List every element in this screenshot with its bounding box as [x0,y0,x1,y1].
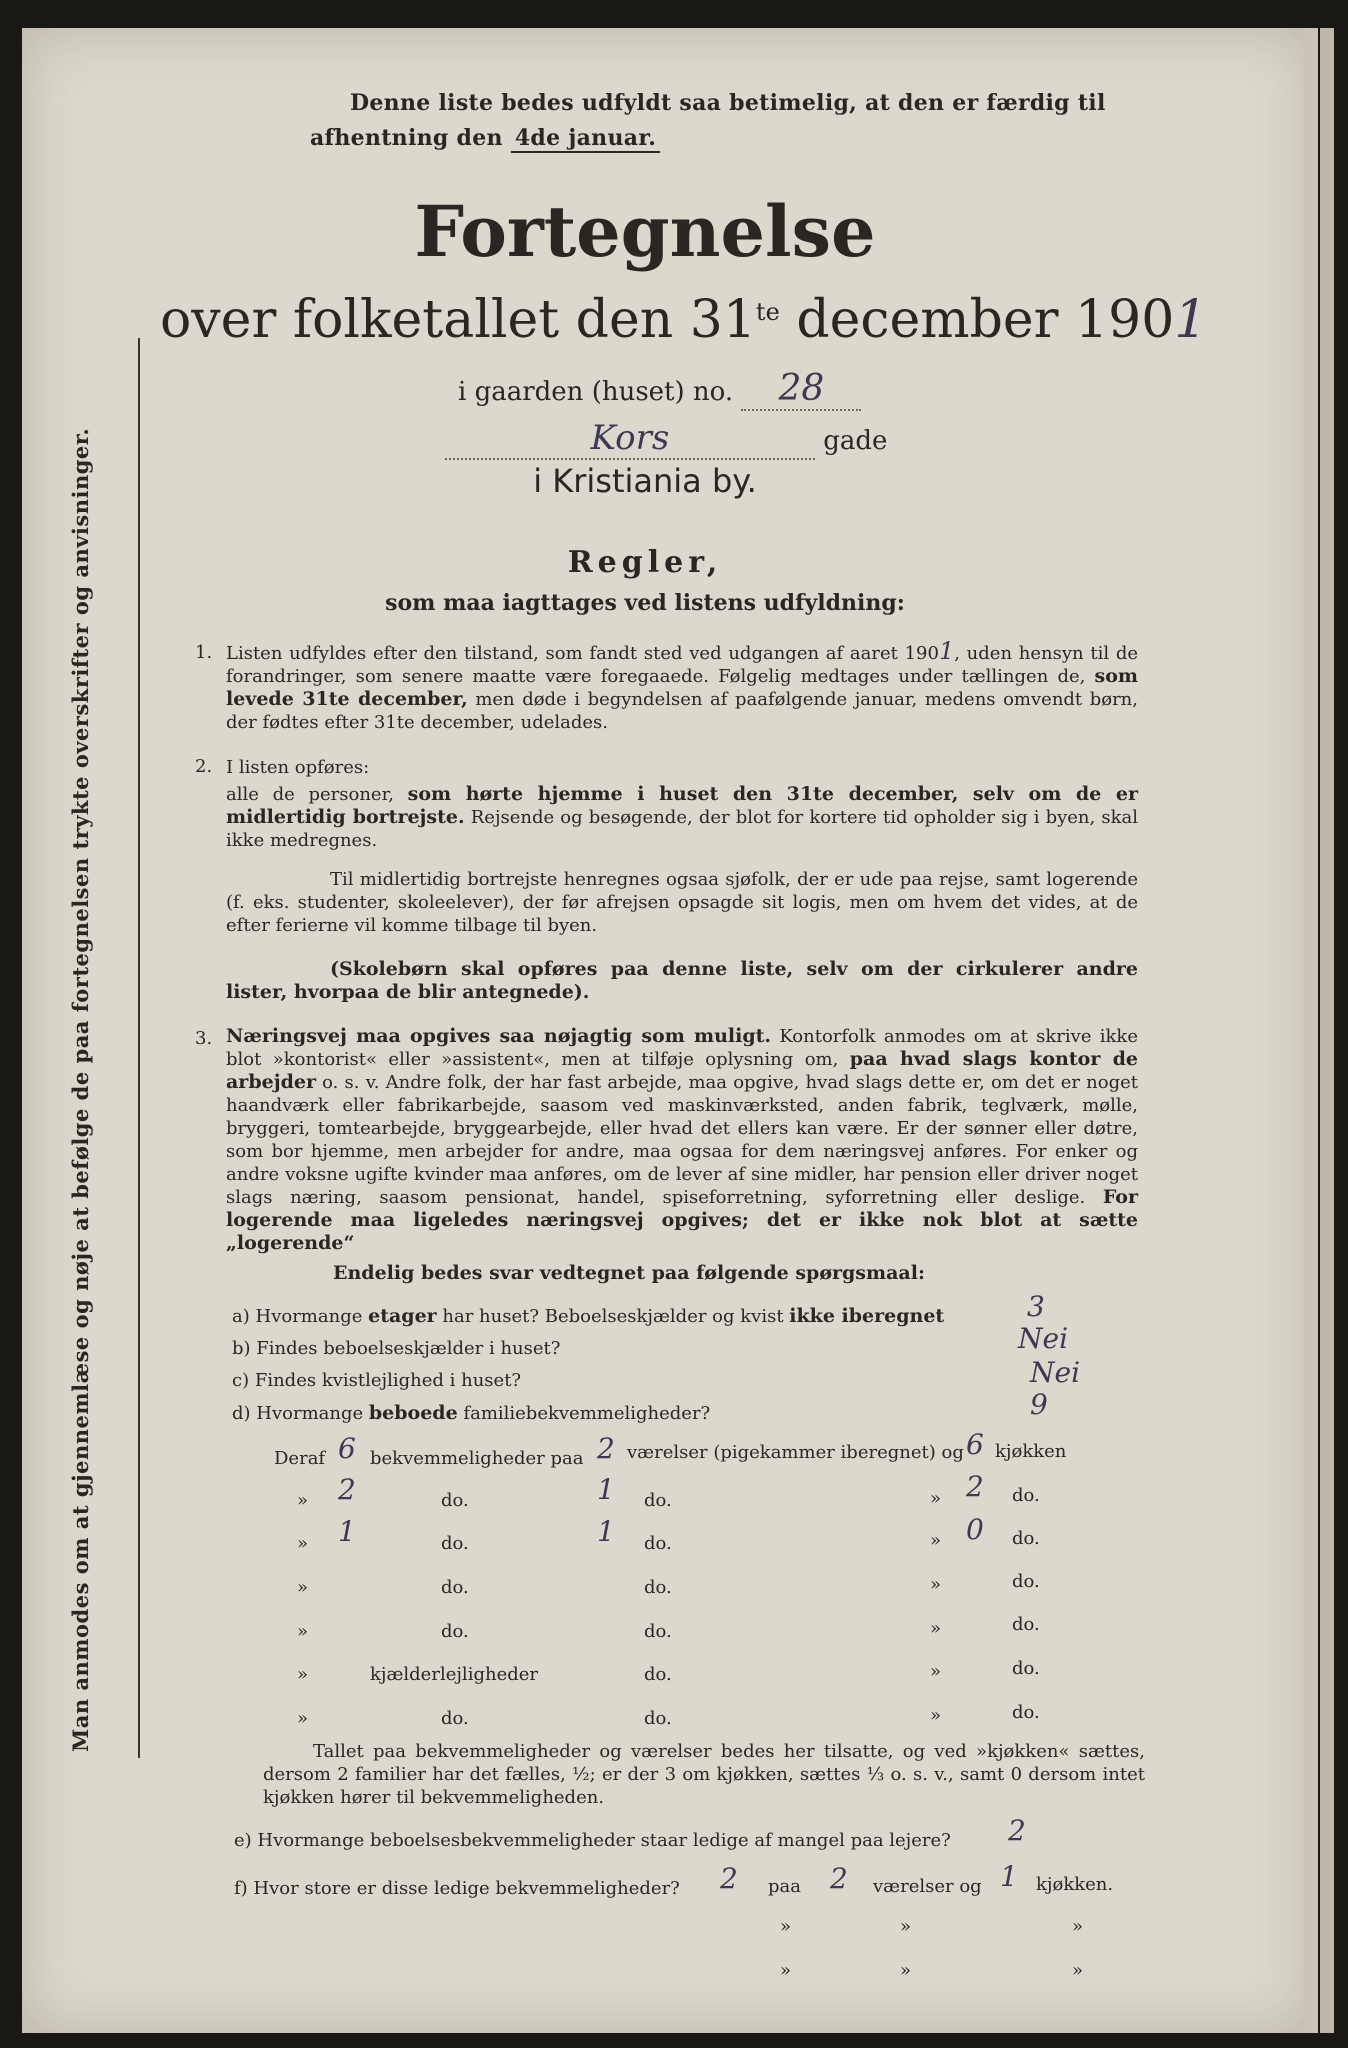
basement-flats-label: kjælderlejligheder [370,1664,538,1685]
row-1-kitchen: 6 [966,1428,984,1461]
ditto-mark: » [297,1621,309,1642]
question-d-text: familiebekvemmeligheder? [463,1403,711,1424]
rule-1-text: men døde i begyndelsen af paafølgende januar, medens omvendt børn, der fødtes efter 31te december, udelades. [226,689,1138,733]
ditto-mark: » [297,1664,309,1685]
pickup-notice [290,86,1106,156]
page-edge [1304,28,1318,2033]
ditto-do: do. [644,1490,672,1511]
deraf-label: Deraf [274,1448,326,1469]
ditto-do: do. [1012,1614,1040,1635]
ditto-do: do. [644,1664,672,1685]
rule-2-text: alle de personer, [226,784,394,805]
rule-1-bold: som levede 31te december, [226,665,1138,710]
question-f-rooms-label: værelser og [873,1876,982,1897]
ditto-do: do. [1012,1658,1040,1679]
street-value: Kors [445,418,815,460]
question-e [234,1830,951,1851]
ditto-mark: » [930,1705,942,1726]
question-e-label: e) [234,1830,252,1851]
ditto-mark: » [930,1488,942,1509]
handwritten-year: 1 [1174,290,1208,350]
ditto-do: do. [1012,1528,1040,1549]
pickup-date: 4de januar. [511,125,660,153]
question-b-text: Findes beboelseskjælder i huset? [256,1338,561,1359]
ditto-do: do. [644,1577,672,1598]
rule-3-bold: Næringsvej maa opgives saa nøjagtig som muligt. [226,1025,772,1047]
rules-heading: Regler, [567,545,723,580]
row-2-count: 2 [338,1473,356,1506]
ditto-do: do. [644,1533,672,1554]
answer-a: 3 [1027,1290,1045,1323]
rule-2-number: 2. [195,756,213,777]
ditto-mark: » [930,1618,942,1639]
rule-1-year: 1 [938,637,955,665]
street-line [445,418,887,460]
question-a-text: har huset? Beboelseskjælder og kvist [442,1306,784,1327]
row-2-rooms: 1 [597,1473,615,1506]
question-a-text: Hvormange [255,1306,363,1327]
side-note: Man anmodes om at gjennemlæse og nøje at befølge de paa fortegnelsen trykte overskrifter og anvisninger. [68,427,93,1752]
ditto-mark: » [930,1530,942,1551]
ditto-do: do. [441,1621,469,1642]
ditto-do: do. [644,1708,672,1729]
rule-2 [226,783,1138,852]
rule-3-text: o. s. v. Andre folk, der har fast arbejde, maa opgive, hvad slags dette er, om det er noget haandværk eller fabrikarbejde, saasom ved maskinværksted, anden fabrik, teglværk, mølle, bryggeri, tomtearbejde, bryggearbejde, eller hvad det ellers kan være. Er der sønner eller døtre, som bor hjemme, men arbejder for andre, maa ogsaa for dem næringsvej anføres. For enker og andre voksne ugifte kvinder maa anføres, om de lever af sine midler, har pension eller driver noget slags næring, saasom pensionat, handel, spiseforretning, syforretning eller deslige. [226,1072,1138,1208]
rule-3-number: 3. [195,1028,213,1049]
question-f-kitchen-label: kjøkken. [1036,1874,1114,1895]
ditto-do: do. [1012,1702,1040,1723]
ditto-mark: » [930,1661,942,1682]
rule-1 [226,637,1138,734]
rule-3 [226,1025,1138,1255]
rule-2-paragraph-3: (Skolebørn skal opføres paa denne liste, selv om der cirkulerer andre lister, hvorpaa de blir antegnede). [226,958,1138,1003]
kitchen-note: Tallet paa bekvemmeligheder og værelser bedes her tilsatte, og ved »kjøkken« sættes, dersom 2 familier har det fælles, ½; er der 3 om kjøkken, sættes ⅓ o. s. v., samt 0 dersom intet kjøkken hører til bekvemmeligheden. [263,1741,1145,1808]
question-c-text: Findes kvistlejlighed i huset? [254,1370,522,1391]
question-d [232,1402,710,1424]
rule-2-intro: I listen opføres: [226,757,370,778]
question-d-label: d) [232,1403,251,1424]
ditto-do: do. [441,1708,469,1729]
row-3-count: 1 [338,1515,356,1548]
question-d-bold: beboede [368,1402,458,1424]
rule-1-text: , uden hensyn til de forandringer, som senere maatte være foregaaede. Følgelig medtages under tællingen de, [226,643,1138,687]
question-c-label: c) [232,1370,250,1391]
subtitle-sup: te [755,298,780,326]
answer-e: 2 [1008,1814,1026,1847]
house-number-line [458,368,861,411]
street-label: gade [823,426,888,456]
question-a [232,1305,944,1327]
question-a-bold: ikke iberegnet [789,1305,945,1327]
ditto-mark: » [297,1708,309,1729]
row-1-rooms: 2 [597,1432,615,1465]
subtitle-text: over folketallet den 31 [160,290,756,350]
form-title: Fortegnelse [414,190,876,273]
notice-line-1: Denne liste bedes udfyldt saa betimelig, at den er færdig til [350,90,1106,116]
row-3-rooms: 1 [597,1515,615,1548]
rule-2-paragraph-2: Til midlertidig bortrejste henregnes ogsaa sjøfolk, der er ude paa rejse, samt logerende (f. eks. studenter, skoleelever), der før afrejsen opsagde sit logis, men om hvem det vides, at de efter ferierne vil komme tilbage til byen. [226,869,1138,936]
answer-d: 9 [1030,1388,1048,1421]
city-line: i Kristiania by. [533,462,757,500]
column-1-label: bekvemmeligheder paa [370,1448,584,1469]
question-f [234,1878,680,1899]
answer-f-count: 2 [720,1862,738,1895]
form-subtitle [160,290,1207,350]
question-b-label: b) [232,1338,251,1359]
answer-c: Nei [1030,1356,1081,1389]
ditto-do: do. [1012,1571,1040,1592]
ditto-do: do. [441,1533,469,1554]
row-3-kitchen: 0 [966,1513,984,1546]
ditto-mark: » [780,1960,792,1981]
question-a-bold: etager [368,1305,437,1327]
question-f-paa: paa [768,1876,801,1897]
question-a-label: a) [232,1306,250,1327]
rule-3-bold: paa hvad slags kontor de arbejder [226,1048,1138,1093]
ditto-do: do. [1012,1485,1040,1506]
questions-heading: Endelig bedes svar vedtegnet paa følgende spørgsmaal: [333,1262,925,1284]
column-2-label: værelser (pigekammer iberegnet) og [627,1442,964,1463]
answer-f-kitchen: 1 [1000,1860,1018,1893]
ditto-mark: » [900,1916,912,1937]
ditto-mark: » [297,1533,309,1554]
ditto-do: do. [441,1490,469,1511]
rule-2-text: Rejsende og besøgende, der blot for kortere tid opholder sig i byen, skal ikke medregnes. [226,807,1138,851]
rule-2-bold: som hørte hjemme i huset den 31te december, selv om de er midlertidig bortrejste. [226,783,1138,828]
ditto-mark: » [297,1490,309,1511]
question-b [232,1338,560,1359]
ditto-mark: » [900,1960,912,1981]
rule-3-bold: For logerende maa ligeledes næringsvej opgives; det er ikke nok blot at sætte „logerende“ [226,1186,1138,1254]
subtitle-date: december 190 [796,290,1175,350]
rule-3-text: Kontorfolk anmodes om at skrive ikke blot »kontorist« eller »assistent«, men at tilføje oplysning om, [226,1026,1138,1070]
ditto-mark: » [1072,1916,1084,1937]
ditto-mark: » [780,1916,792,1937]
question-d-text: Hvormange [256,1403,364,1424]
ditto-do: do. [644,1621,672,1642]
question-f-text: Hvor store er disse ledige bekvemmeligheder? [253,1878,680,1899]
answer-f-rooms: 2 [830,1862,848,1895]
notice-line-2: afhentning den [310,125,503,151]
ditto-mark: » [297,1577,309,1598]
page-edge [1320,28,1334,2033]
ditto-do: do. [441,1577,469,1598]
row-1-count: 6 [338,1432,356,1465]
question-e-text: Hvormange beboelsesbekvemmeligheder staar ledige af mangel paa lejere? [257,1830,951,1851]
rule-1-number: 1. [195,642,213,663]
answer-b: Nei [1018,1322,1069,1355]
ditto-mark: » [930,1574,942,1595]
question-c [232,1370,521,1391]
column-3-label: kjøkken [995,1441,1067,1462]
rule-1-text: Listen udfyldes efter den tilstand, som fandt sted ved udgangen af aaret 190 [226,643,939,664]
rules-subheading: som maa iagttages ved listens udfyldning: [385,590,905,616]
ditto-mark: » [1072,1960,1084,1981]
house-number-label: i gaarden (huset) no. [458,377,734,407]
row-2-kitchen: 2 [966,1470,984,1503]
question-f-label: f) [234,1878,248,1899]
house-number-value: 28 [741,368,861,411]
